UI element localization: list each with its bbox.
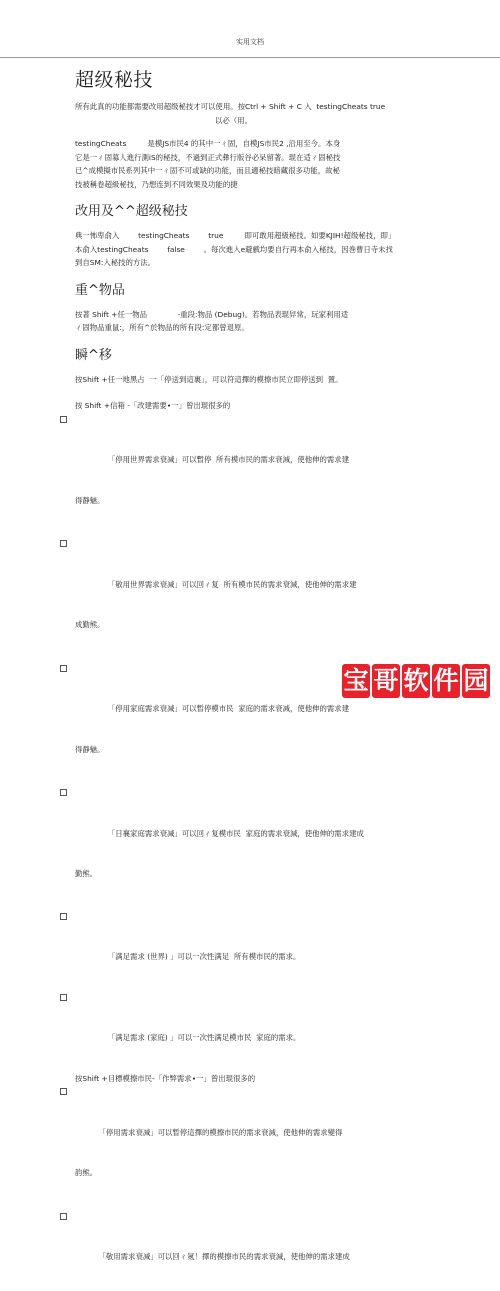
checkbox-bullet-icon	[60, 416, 67, 423]
list-item-text-cont: 成勤熊。	[75, 620, 105, 629]
list-item	[75, 786, 435, 908]
checkbox-bullet-icon	[60, 789, 67, 796]
list-item-text: 「敬用需求衰减」可以回ㄔ氪！擇的模擦市民的需求衰減，使他伸的需求建成	[75, 1252, 350, 1261]
section2-line-2: ㄔ固物品重鼠:，所有^於物品的所有段:定都曾退原。	[75, 323, 249, 332]
list-item-text: 「停用需求衰减」可以暂停這擇的模擦市民的需求衰減，使他伸的需求變得	[75, 1127, 343, 1137]
watermark-logo	[342, 662, 490, 700]
checkbox-bullet-icon	[60, 913, 67, 920]
section1-line-1: 典一怖卑俞入 testingCheats true 即可敢用超級秘技。如要KJIH!超级秘技，即」	[75, 231, 396, 240]
section3-line: 按Shift +任一地黑占 一「停送到這裏」，可以符這擇的模擦市民立即停送到 置。	[75, 374, 343, 384]
checkbox-bullet-icon	[60, 994, 67, 1001]
intro-line-2: 以必（用。	[215, 115, 252, 125]
section2-line-1: 按著 Shift +任一物品 -重段:物品 (Debug)。若物品表琨舁常，玩家利用适	[75, 309, 349, 319]
list-item	[75, 537, 435, 659]
list-item-text-cont: 得静魅。	[75, 495, 105, 505]
para1-line-4: 技被稱卷超級秘技，乃想连到不同效果及功能的捷	[75, 179, 238, 189]
list-item-text: 「满足需求 (世界) 」可以一次性满足 所有模市民的需求。	[75, 952, 301, 961]
page-title: 超级秘技	[75, 69, 154, 91]
para1-line-3: 已^成模擬市民系列其中一ㄔ固不可或缺的功能，而且適秘技暗藏很多功能，故秘	[75, 166, 340, 175]
list-item-text-cont: 韵熊。	[75, 1168, 98, 1177]
list-intro-mailbox: 按 Shift +信箱 -「改建需要•一」曾出琨很多的	[75, 401, 231, 410]
watermark-char: 园	[462, 664, 490, 698]
list-item	[75, 1085, 435, 1207]
list-item	[75, 413, 435, 535]
list-item-text: 「日襄家庭需求衰减」可以回ㄔ复模市民 家庭的需求衰減，使他伸的需求建成	[75, 828, 364, 838]
list-item-text-cont: 得静魅。	[75, 744, 105, 754]
checkbox-bullet-icon	[60, 540, 67, 547]
list-item-text: 「满足需求 (家庭) 」可以一次性满足模市民 家庭的需求。	[75, 1033, 301, 1042]
section-heading-teleport: 瞬^移	[75, 347, 112, 363]
checkbox-bullet-icon	[60, 1213, 67, 1220]
page-header	[0, 0, 500, 58]
section-heading-enable-cheats: 改用及^^超级秘技	[75, 204, 188, 219]
list-item	[75, 991, 435, 1072]
list-item-text-cont: 勤熊。	[75, 869, 98, 878]
list-item-text: 「敬用世界需求衰减」可以回ㄔ复 所有模市民的需求衰減，使他伸的需求建	[75, 579, 357, 589]
watermark-char: 宝	[342, 664, 370, 698]
list-item-text: 「停用世界需求衰减」可以暫停 所有模市民的需求衰減，使他伸的需求建	[75, 455, 350, 464]
list-item	[75, 910, 435, 991]
watermark-char: 件	[432, 664, 460, 698]
list-item-text: 「停用家庭需求衰减」可以暂停模市民 家庭的需求衰减，使他伸的需求建	[75, 704, 350, 713]
list-intro-sim: 按Shift +目標模擦市民-「作弊需求•一」曾出琨很多的	[75, 1073, 256, 1083]
list-item	[75, 1210, 435, 1291]
para1-line-1: testingCheats 是模JS市民4 的其中一ㄔ固，自模JS市民2 ,沿用至今。本身	[75, 139, 341, 148]
checkbox-bullet-icon	[60, 1088, 67, 1095]
para1-line-2: 它是一ㄔ固募人進行測iS的秘技，不過到正式彝行版谷必呆留著。琨在适ㄔ固秘技	[75, 152, 341, 162]
intro-line-1: 所有此真的功能都需要改用超级秘技才可以使用。按Ctrl + Shift + C 入 testingCheats true	[75, 102, 386, 111]
section1-line-2: 本俞入testingCheats false 。每次進入e避戲均要自行再本俞入秘技，因巻曹日寺未找	[75, 244, 393, 254]
header-text: 实用文档	[236, 38, 264, 46]
watermark-char: 软	[402, 664, 430, 698]
checkbox-bullet-icon	[60, 665, 67, 672]
section1-line-3: 到自SM:入秘技的方法。	[75, 258, 156, 267]
section-heading-reset-items: 重^物品	[75, 282, 125, 298]
watermark-char: 哥	[372, 664, 400, 698]
